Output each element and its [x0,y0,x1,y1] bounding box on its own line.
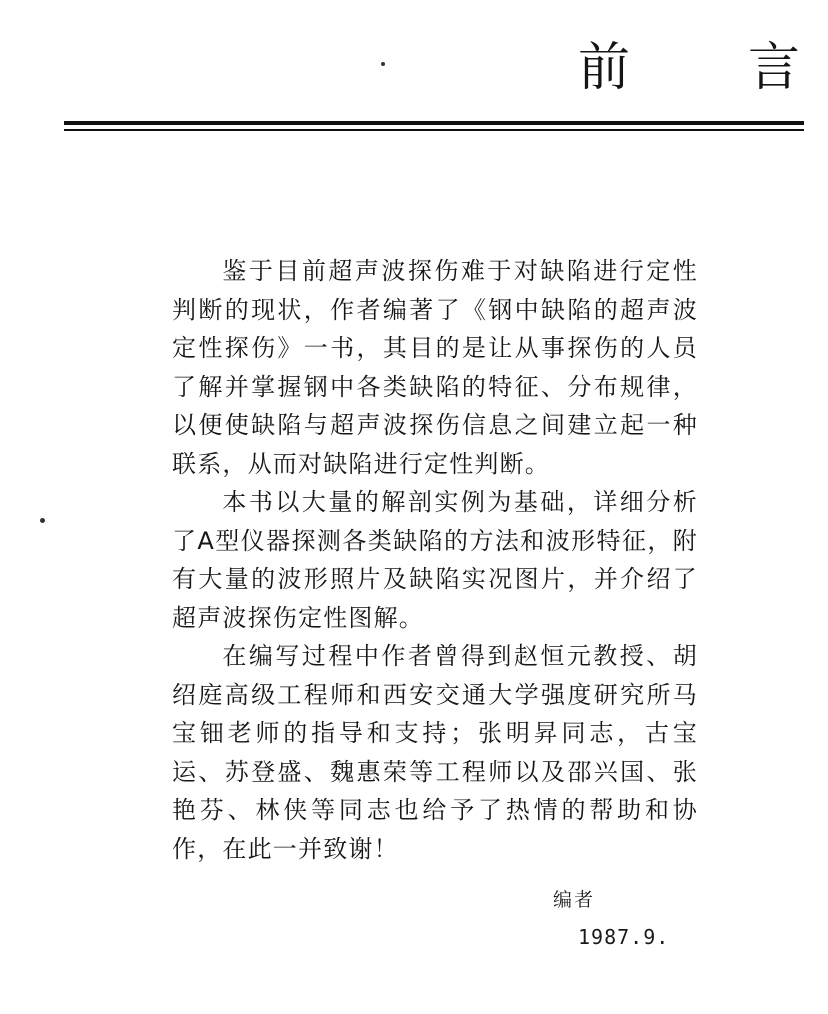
preface-paragraph: 本书以大量的解剖实例为基础，详细分析了A型仪器探测各类缺陷的方法和波形特征，附有大量的波形照片及缺陷实况图片，并介绍了超声波探伤定性图解。 [172,488,698,632]
header-rule-thin [64,129,804,131]
header-rule-thick [64,121,804,125]
signature-date: 1987.9. [578,925,670,949]
signature-author: 编者 [553,889,596,911]
heading-char-yan: 言 [748,38,801,98]
preface-body [172,252,698,868]
heading-char-qian: 前 [578,38,631,98]
scan-speck [40,518,45,523]
preface-paragraph: 在编写过程中作者曾得到赵恒元教授、胡绍庭高级工程师和西安交通大学强度研究所马宝钿老师的指导和支持；张明昇同志，古宝运、苏登盛、魏惠荣等工程师以及邵兴国、张艳芬、林侠等同志也给予了热情的帮助和协作，在此一并致谢！ [172,642,698,863]
preface-paragraph: 鉴于目前超声波探伤难于对缺陷进行定性判断的现状，作者编著了《钢中缺陷的超声波定性探伤》一书，其目的是让从事探伤的人员了解并掌握钢中各类缺陷的特征、分布规律，以便使缺陷与超声波探伤信息之间建立起一种联系，从而对缺陷进行定性判断。 [172,257,698,478]
scan-speck [381,62,385,66]
